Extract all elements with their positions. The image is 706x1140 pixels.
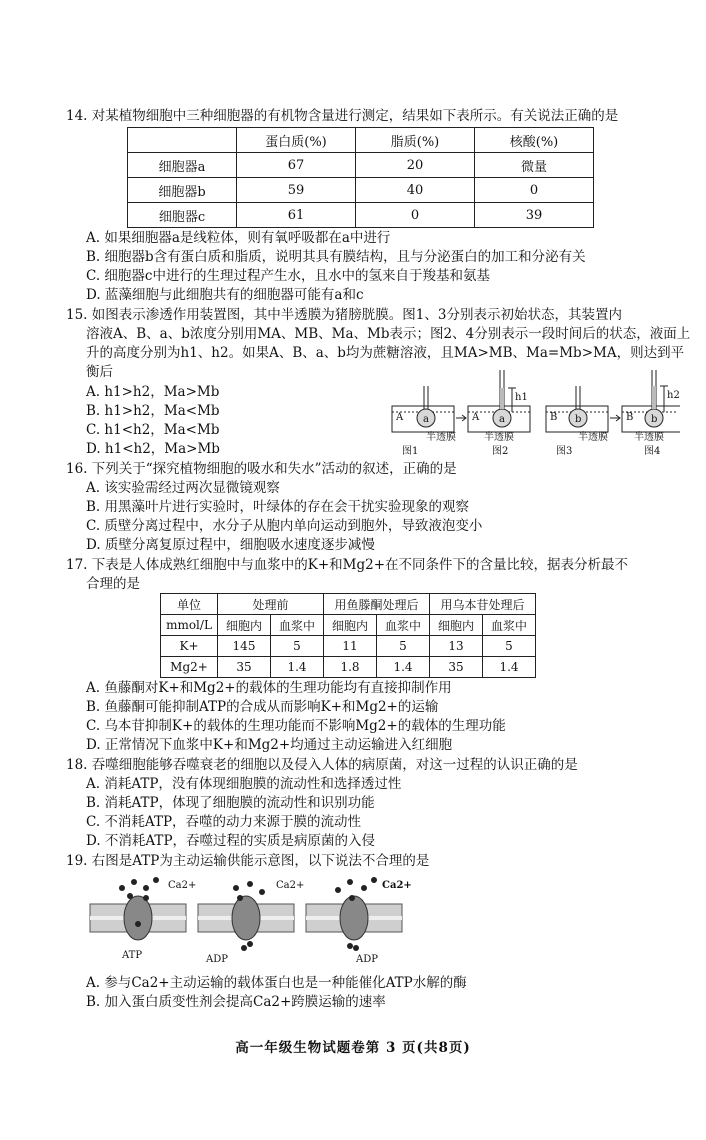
adp-label: ADP <box>206 954 228 965</box>
q15-option-d: D. h1<h2，Ma>Mb <box>86 441 220 457</box>
table-cell: 微量 <box>475 153 594 178</box>
table-cell: 血浆中 <box>483 615 536 636</box>
table-cell: 1.8 <box>324 657 377 678</box>
q19-option-a: A. 参与Ca2+主动运输的载体蛋白也是一种能催化ATP水解的酶 <box>86 975 467 991</box>
q14-option-a: A. 如果细胞器a是线粒体，则有氧呼吸都在a中进行 <box>86 230 391 246</box>
table-cell: 1.4 <box>271 657 324 678</box>
table-cell: 20 <box>356 153 475 178</box>
table-cell: 细胞器c <box>128 203 237 228</box>
membrane-label: 半透膜 <box>634 432 664 443</box>
q15-stem-line: 升的高度分别为h1、h2。如果A、B、a、b均为蔗糖溶液，且MA>MB、Ma=Mb>MA，则达到平 <box>86 345 685 361</box>
table-cell: 核酸(%) <box>475 128 594 153</box>
q18-option-a: A. 消耗ATP，没有体现细胞膜的流动性和选择透过性 <box>86 776 402 792</box>
table-cell: 处理前 <box>218 594 324 615</box>
table-row <box>128 153 594 178</box>
table-cell: 用鱼滕酮处理后 <box>324 594 430 615</box>
membrane-label: 半透膜 <box>578 432 608 443</box>
table-cell: 细胞内 <box>430 615 483 636</box>
q17-option-d: D. 正常情况下血浆中K+和Mg2+均通过主动运输进入红细胞 <box>86 737 453 753</box>
solution-label: a <box>423 414 429 425</box>
table-cell: K+ <box>161 636 218 657</box>
ion-label: Ca2+ <box>276 880 305 891</box>
solution-label: b <box>575 414 582 425</box>
carrier-protein-3 <box>340 896 368 940</box>
table-row <box>128 178 594 203</box>
table-cell: 67 <box>237 153 356 178</box>
table-row <box>128 203 594 228</box>
solution-label: a <box>499 414 505 425</box>
table-cell: 单位 <box>161 594 218 615</box>
membrane-label: 半透膜 <box>484 432 514 443</box>
q16-option-c: C. 质壁分离过程中，水分子从胞内单向运动到胞外，导致液泡变小 <box>86 518 483 534</box>
ion-label: Ca2+ <box>168 880 197 891</box>
table-cell: 5 <box>483 636 536 657</box>
q14-option-d: D. 蓝藻细胞与此细胞共有的细胞器可能有a和c <box>86 287 364 303</box>
table-cell: 35 <box>430 657 483 678</box>
table-cell: 11 <box>324 636 377 657</box>
q15-stem-line: 15. 如图表示渗透作用装置图，其中半透膜为猪膀胱膜。图1、3分别表示初始状态，其装置内 <box>66 307 622 323</box>
table-cell: 1.4 <box>377 657 430 678</box>
table-cell: 39 <box>475 203 594 228</box>
table-cell: 脂质(%) <box>356 128 475 153</box>
table-header-row <box>128 128 594 153</box>
q15-option-a: A. h1>h2，Ma>Mb <box>86 384 220 400</box>
table-cell: 13 <box>430 636 483 657</box>
table-cell: 0 <box>356 203 475 228</box>
adp-label: ADP <box>356 954 378 965</box>
table-cell: 35 <box>218 657 271 678</box>
osmosis-figure <box>388 368 680 458</box>
figure-caption: 图3 <box>556 446 573 457</box>
carrier-protein-1 <box>124 896 152 940</box>
table-cell: mmol/L <box>161 615 218 636</box>
q15-option-c: C. h1<h2，Ma<Mb <box>86 422 220 438</box>
q17-table <box>160 593 536 678</box>
q14-option-b: B. 细胞器b含有蛋白质和脂质，说明其具有膜结构，且与分泌蛋白的加工和分泌有关 <box>86 249 586 265</box>
table-cell: 细胞器b <box>128 178 237 203</box>
solution-label: B <box>550 412 558 423</box>
figure-caption: 图1 <box>402 446 419 457</box>
q18-option-d: D. 不消耗ATP，吞噬过程的实质是病原菌的入侵 <box>86 833 376 849</box>
carrier-protein-2 <box>232 896 260 940</box>
table-cell: 蛋白质(%) <box>237 128 356 153</box>
q17-option-a: A. 鱼藤酮对K+和Mg2+的载体的生理功能均有直接抑制作用 <box>86 680 452 696</box>
ion-label: Ca2+ <box>382 880 412 891</box>
solution-label: B <box>626 412 634 423</box>
height-label: h2 <box>667 390 680 401</box>
table-row <box>161 657 536 678</box>
table-header-row <box>161 594 536 615</box>
q16-option-b: B. 用黑藻叶片进行实验时，叶绿体的存在会干扰实验现象的观察 <box>86 499 470 515</box>
table-cell: 细胞器a <box>128 153 237 178</box>
table-header-row <box>161 615 536 636</box>
table-cell <box>128 128 237 153</box>
q14-stem: 14. 对某植物细胞中三种细胞器的有机物含量进行测定，结果如下表所示。有关说法正确的是 <box>66 108 619 124</box>
table-row <box>161 636 536 657</box>
q16-option-d: D. 质壁分离复原过程中，细胞吸水速度逐步减慢 <box>86 537 375 553</box>
q15-option-b: B. h1>h2，Ma<Mb <box>86 403 220 419</box>
q16-stem: 16. 下列关于“探究植物细胞的吸水和失水”活动的叙述，正确的是 <box>66 461 457 477</box>
table-cell: 血浆中 <box>377 615 430 636</box>
q17-option-c: C. 乌本苷抑制K+的载体的生理功能而不影响Mg2+的载体的生理功能 <box>86 718 506 734</box>
q15-stem-line: 衡后 <box>86 364 113 380</box>
table-cell: 61 <box>237 203 356 228</box>
atp-transport-figure <box>86 874 426 966</box>
atp-label: ATP <box>122 950 143 961</box>
table-cell: Mg2+ <box>161 657 218 678</box>
q18-option-b: B. 消耗ATP，体现了细胞膜的流动性和识别功能 <box>86 795 375 811</box>
table-cell: 145 <box>218 636 271 657</box>
table-cell: 血浆中 <box>271 615 324 636</box>
table-cell: 细胞内 <box>324 615 377 636</box>
q19-option-b: B. 加入蛋白质变性剂会提高Ca2+跨膜运输的速率 <box>86 994 386 1010</box>
table-cell: 40 <box>356 178 475 203</box>
figure-caption: 图4 <box>644 446 661 457</box>
table-cell: 59 <box>237 178 356 203</box>
q15-stem-line: 溶液A、B、a、b浓度分别用MA、MB、Ma、Mb表示；图2、4分别表示一段时间后的状态，液面上 <box>86 326 691 342</box>
table-cell: 0 <box>475 178 594 203</box>
solution-label: A <box>396 412 404 423</box>
membrane-label: 半透膜 <box>426 432 456 443</box>
q18-stem: 18. 吞噬细胞能够吞噬衰老的细胞以及侵入人体的病原菌，对这一过程的认识正确的是 <box>66 757 578 773</box>
table-cell: 5 <box>377 636 430 657</box>
solution-label: b <box>651 414 658 425</box>
height-label: h1 <box>515 392 528 403</box>
q19-stem: 19. 右图是ATP为主动运输供能示意图，以下说法不合理的是 <box>66 853 430 869</box>
solution-label: A <box>472 412 480 423</box>
q14-option-c: C. 细胞器c中进行的生理过程产生水，且水中的氢来自于羧基和氨基 <box>86 268 490 284</box>
q17-stem-line: 17. 下表是人体成熟红细胞中与血浆中的K+和Mg2+在不同条件下的含量比较，据表分析最不 <box>66 557 629 573</box>
page-footer: 高一年级生物试题卷第 3 页(共8页) <box>235 1040 471 1056</box>
q18-option-c: C. 不消耗ATP，吞噬的动力来源于膜的流动性 <box>86 814 362 830</box>
q17-stem-line: 合理的是 <box>86 576 140 592</box>
table-cell: 细胞内 <box>218 615 271 636</box>
q17-option-b: B. 鱼藤酮可能抑制ATP的合成从而影响K+和Mg2+的运输 <box>86 699 439 715</box>
q14-table <box>127 127 594 228</box>
table-cell: 1.4 <box>483 657 536 678</box>
q16-option-a: A. 该实验需经过两次显微镜观察 <box>86 480 280 496</box>
figure-caption: 图2 <box>492 446 509 457</box>
table-cell: 用乌本苷处理后 <box>430 594 536 615</box>
table-cell: 5 <box>271 636 324 657</box>
